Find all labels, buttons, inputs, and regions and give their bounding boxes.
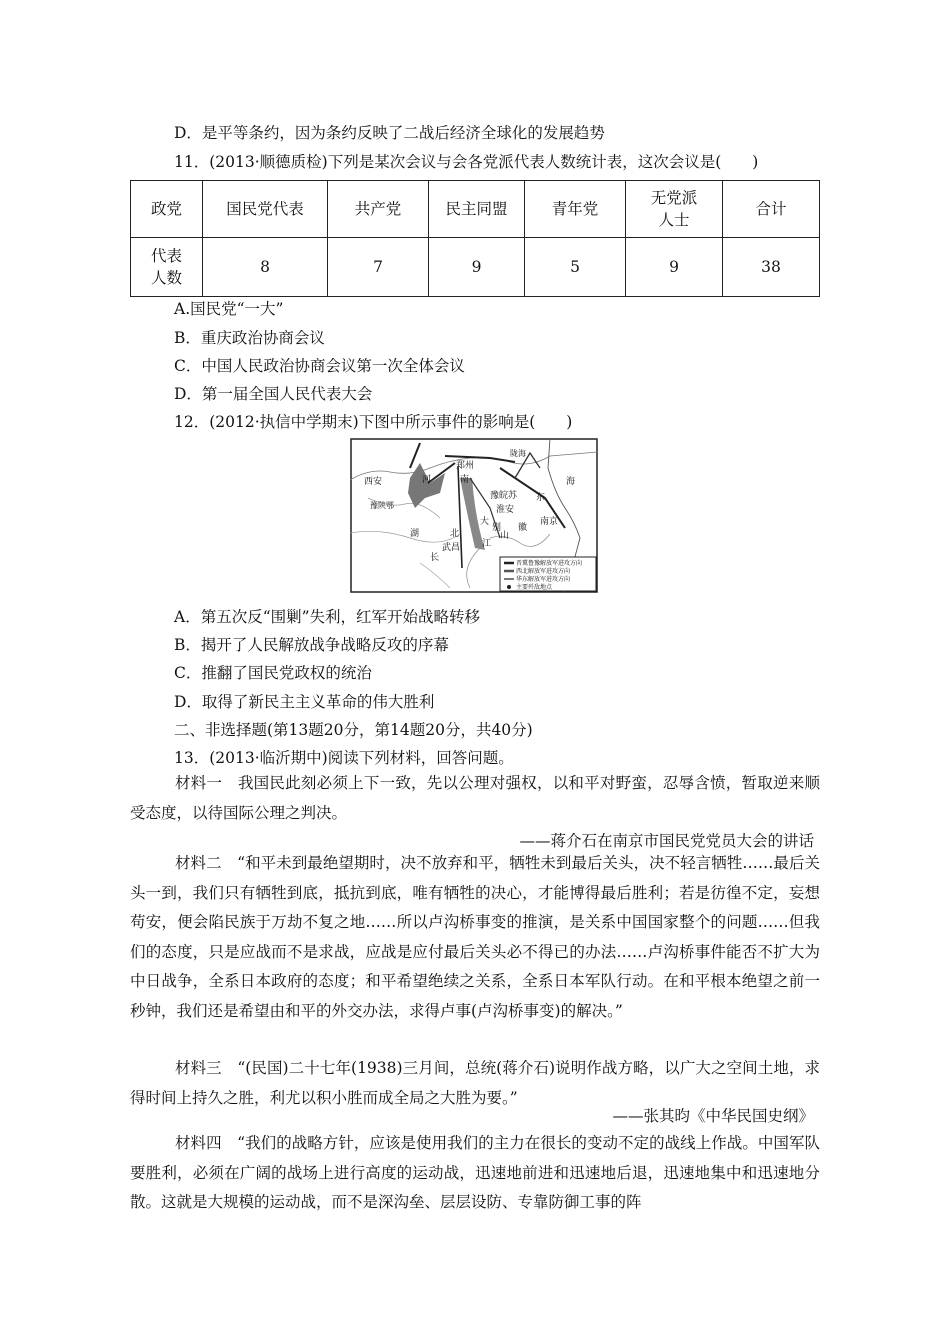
map-label-he: 河 xyxy=(422,475,432,485)
q12-option-b: B．揭开了人民解放战争战略反攻的序幕 xyxy=(174,636,449,654)
value-total: 38 xyxy=(723,238,820,297)
material-three-source: ——张其昀《中华民国史纲》 xyxy=(612,1107,814,1125)
map-label-jiang: 江 xyxy=(482,539,492,549)
header-democratic-league: 民主同盟 xyxy=(429,181,525,238)
material-four: 材料四 “我们的战略方针，应该是使用我们的主力在很长的变动不定的战线上作战。中国军队要胜利，必须在广阔的战场上进行高度的运动战，迅速地前进和迅速地后退，迅速地集中和迅速地分散。这就是大规模的运动战，而不是深沟垒、层层设防、专靠防御工事的阵 xyxy=(130,1134,820,1211)
map-label-xian: 西安 xyxy=(364,477,383,487)
map-label-dong: 东 xyxy=(536,493,546,503)
material-two: 材料二 “和平未到最绝望期时，决不放弃和平，牺牲未到最后关头，决不轻言牺牲……最后关头一到，我们只有牺牲到底，抵抗到底，唯有牺牲的决心，才能博得最后胜利；若是彷徨不定，妄想苟安，便会陷民族于万劫不复之地……所以卢沟桥事变的推演，是关系中国国家整个的问题……但我们的态度，只是应战而不是求战，应战是应付最后关头必不得已的办法……卢沟桥事件能否不扩大为中日战争，全系日本政府的态度；和平希望绝续之关系，全系日本军队行动。在和平根本绝望之前一秒钟，我们还是希望由和平的外交办法，求得卢事(卢沟桥事变)的解决。” xyxy=(130,854,820,1020)
map-label-yuwansu: 豫皖苏 xyxy=(490,491,518,501)
map-label-zhengzhou: 郑州 xyxy=(456,461,475,471)
value-kmt: 8 xyxy=(203,238,328,297)
map-label-da: 大 xyxy=(480,517,490,527)
material-three: 材料三 “(民国)二十七年(1938)三月间，总统(蒋介石)说明作战方略，以广大之空间土地，求得时间上持久之胜，利尤以积小胜而成全局之大胜为要。” xyxy=(130,1059,820,1107)
q11-option-d: D．第一届全国人民代表大会 xyxy=(174,385,373,403)
map-label-bei: 北 xyxy=(450,529,460,539)
map-label-longhai: 陇海 xyxy=(510,449,526,458)
map-label-wuchang: 武昌 xyxy=(442,543,461,553)
map-label-shan: 山 xyxy=(500,531,510,541)
map-label-hui: 徽 xyxy=(518,523,528,533)
material-one: 材料一 我国民此刻必须上下一致，先以公理对强权，以和平对野蛮，忍辱含愤，暂取逆来顺受态度，以待国际公理之判决。 xyxy=(130,774,820,822)
q12-option-d: D．取得了新民主主义革命的伟大胜利 xyxy=(174,693,435,711)
q10-option-d: D．是平等条约，因为条约反映了二战后经济全球化的发展趋势 xyxy=(174,124,605,142)
value-democratic-league: 9 xyxy=(429,238,525,297)
q11-option-c: C．中国人民政治协商会议第一次全体会议 xyxy=(174,357,465,375)
header-youth-party: 青年党 xyxy=(525,181,626,238)
map-label-huaian: 淮安 xyxy=(496,505,515,515)
section-two-heading: 二、非选择题(第13题20分，第14题20分，共40分) xyxy=(174,721,533,739)
q11-stem: 11．(2013·顺德质检)下列是某次会议与会各党派代表人数统计表，这次会议是( ) xyxy=(174,153,759,171)
map-label-sea: 海 xyxy=(566,477,576,487)
legend-item-xibei: 西北解放军进攻方向 xyxy=(516,568,571,575)
map-label-nan: 南 xyxy=(460,475,470,485)
delegate-table xyxy=(130,180,820,297)
map-label-chang: 长 xyxy=(430,553,440,563)
material-one-source: ——蒋介石在南京市国民党党员大会的讲话 xyxy=(519,832,814,850)
q12-option-a: A．第五次反“围剿”失利，红军开始战略转移 xyxy=(174,608,481,626)
q11-option-b: B．重庆政治协商会议 xyxy=(174,329,325,347)
header-total: 合计 xyxy=(723,181,820,238)
q13-stem: 13．(2013·临沂期中)阅读下列材料，回答问题。 xyxy=(174,749,514,767)
header-party: 政党 xyxy=(131,181,203,238)
q12-option-c: C．推翻了国民党政权的统治 xyxy=(174,664,372,682)
header-independents: 无党派人士 xyxy=(626,181,723,238)
value-independents: 9 xyxy=(626,238,723,297)
q11-option-a: A.国民党“一大” xyxy=(174,300,284,318)
header-ccp: 共产党 xyxy=(328,181,429,238)
campaign-map xyxy=(350,438,598,593)
legend-item-battle-site: 主要歼敌地点 xyxy=(516,584,553,591)
map-label-hu: 湖 xyxy=(410,529,420,539)
header-kmt: 国民党代表 xyxy=(203,181,328,238)
value-ccp: 7 xyxy=(328,238,429,297)
map-label-bie: 别 xyxy=(492,523,502,533)
map-label-nanjing: 南京 xyxy=(540,517,559,527)
map-label-yushaner: 豫陕鄂 xyxy=(370,501,394,510)
legend-item-jinjiluyu: 晋冀鲁豫解放军进攻方向 xyxy=(516,560,583,567)
legend-item-huadong: 华东解放军进攻方向 xyxy=(516,576,571,583)
row-label: 代表人数 xyxy=(131,238,203,297)
q12-stem: 12．(2012·执信中学期末)下图中所示事件的影响是( ) xyxy=(174,413,573,431)
value-youth-party: 5 xyxy=(525,238,626,297)
